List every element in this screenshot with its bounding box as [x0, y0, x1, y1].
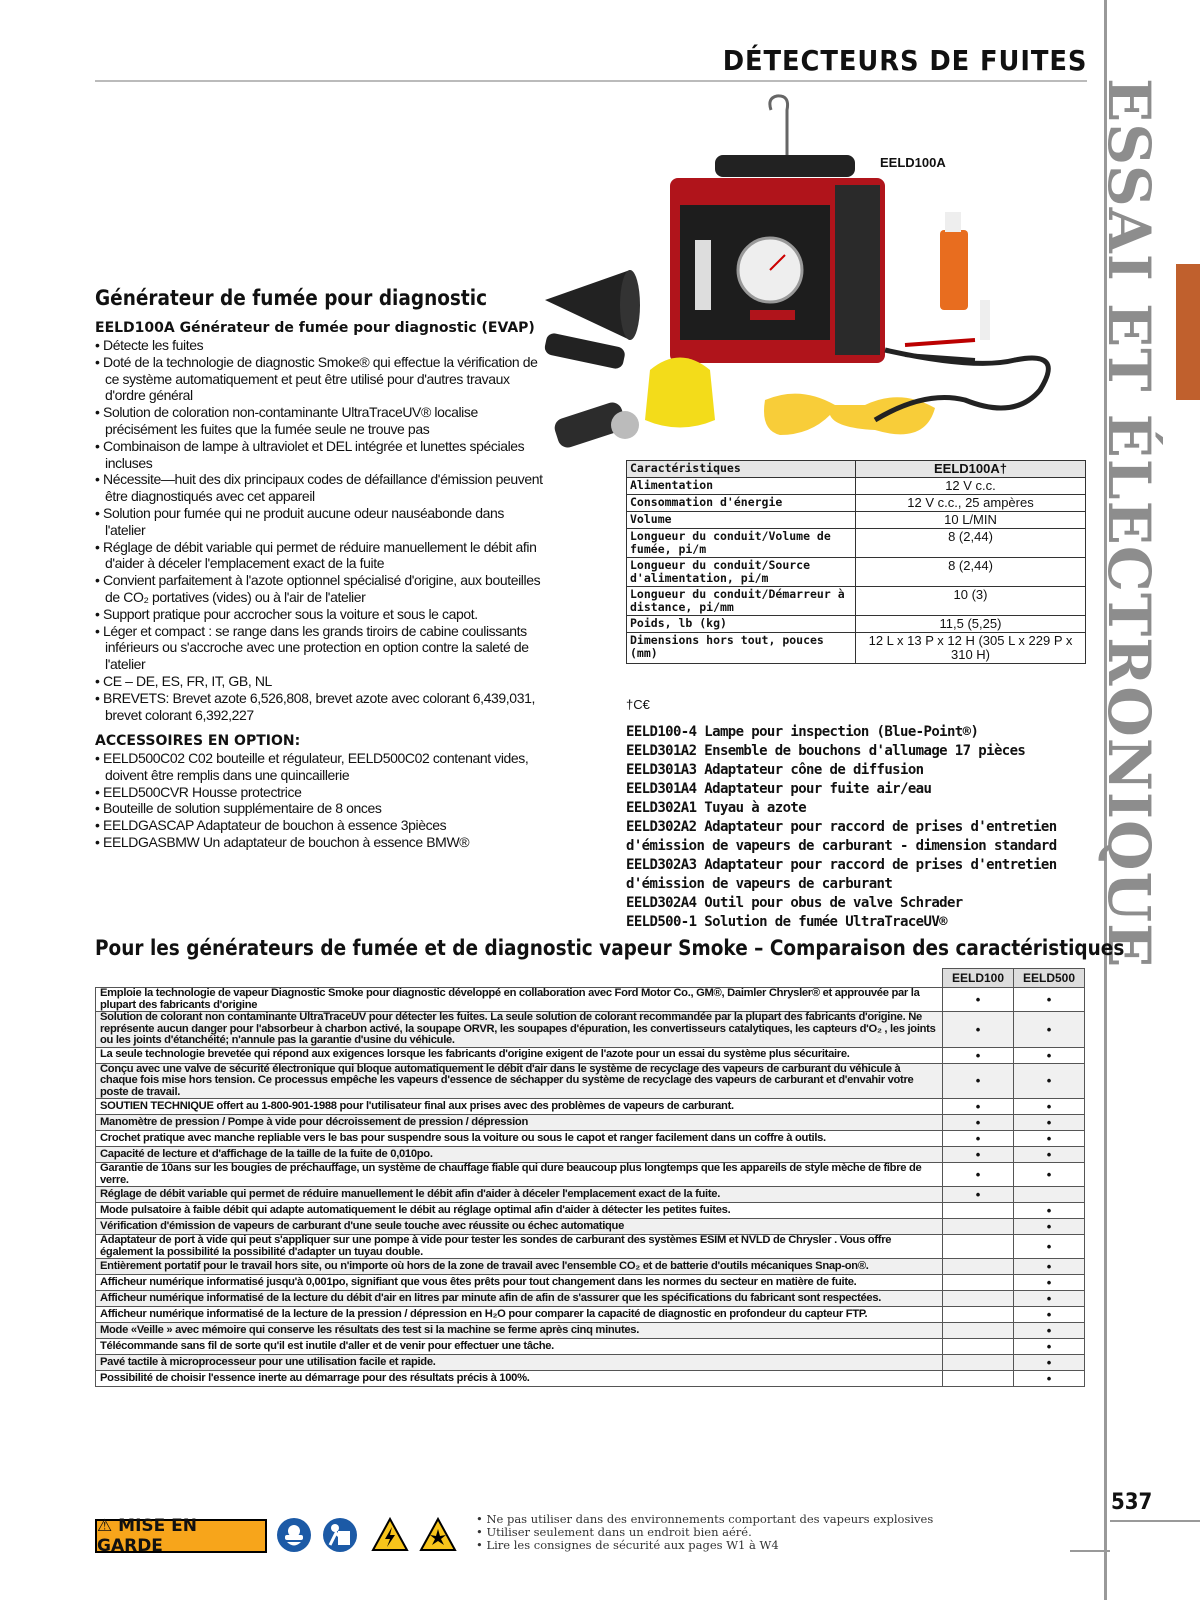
spec-value: 8 (2,44): [856, 558, 1086, 587]
comparison-eeld500-mark: •: [1014, 1307, 1085, 1323]
section-title: DÉTECTEURS DE FUITES: [722, 44, 1087, 77]
comparison-feature: Afficheur numérique informatisé de la lecture du débit d'air en litres par minute afin de afin de s'assurer que les spécifications du fabricant sont respectées.: [96, 1291, 943, 1307]
comparison-eeld500-mark: •: [1014, 1275, 1085, 1291]
comparison-feature: Mode pulsatoire à faible débit qui adapte automatiquement le débit au réglage optimal afin d'aider à détecter les petites fuites.: [96, 1203, 943, 1219]
comparison-table: [95, 968, 1085, 1387]
parts-list: [626, 723, 1096, 932]
comparison-eeld100-mark: •: [943, 1115, 1014, 1131]
specs-row: [627, 587, 1086, 616]
page-number-rule: [1110, 1520, 1200, 1522]
comparison-eeld100-mark: [943, 1307, 1014, 1323]
comparison-eeld500-mark: •: [1014, 1323, 1085, 1339]
spec-value: 11,5 (5,25): [856, 616, 1086, 633]
feature-item: • Doté de la technologie de diagnostic Smoke® qui effectue la vérification de ce système automatiquement et peut être utilisé pour d'autres travaux d'ordre général: [95, 354, 545, 404]
accessories-title: ACCESSOIRES EN OPTION:: [95, 733, 301, 749]
comparison-row: [96, 1012, 1085, 1048]
comparison-row: [96, 1203, 1085, 1219]
comparison-eeld100-mark: [943, 1235, 1014, 1259]
comparison-feature: Réglage de débit variable qui permet de réduire manuellement le débit afin d'aider à déceler l'emplacement exact de la fuite.: [96, 1187, 943, 1203]
comparison-feature: Solution de colorant non contaminante UltraTraceUV pour détecter les fuites. La seule solution de colorant recommandée par la plupart des fabricants d'origine. Ne représente aucun danger pour l'absorbeur à charbon activé, la soupape ORVR, les soupapes d'épuration, les convertisseurs catalytiques, les capteurs d'O₂ , les joints ou les joints d'étanchéité; n'annule pas la garantie d'usine du véhicule.: [96, 1012, 943, 1048]
accessory-item: • EELD500CVR Housse protectrice: [95, 784, 535, 801]
feature-item: • BREVETS: Brevet azote 6,526,808, brevet azote avec colorant 6,439,031, brevet colorant 6,392,227: [95, 690, 545, 724]
comparison-eeld500-mark: •: [1014, 1259, 1085, 1275]
spec-name: Poids, lb (kg): [627, 616, 856, 633]
comparison-eeld500-mark: •: [1014, 1355, 1085, 1371]
comparison-row: [96, 1099, 1085, 1115]
specs-header-row: [627, 461, 1086, 478]
product-code-title: EELD100A Générateur de fumée pour diagnostic (EVAP): [95, 320, 535, 336]
product-title: Générateur de fumée pour diagnostic: [95, 286, 488, 310]
comparison-body: [96, 988, 1085, 1387]
part-line: EELD302A4 Outil pour obus de valve Schrader: [626, 895, 963, 911]
spec-name: Alimentation: [627, 478, 856, 495]
certification-mark: †C€: [626, 697, 650, 712]
comparison-feature: Emploie la technologie de vapeur Diagnostic Smoke pour diagnostic développé en collaboration avec Ford Motor Co., GM®, Daimler Chrysler® et approuvée par la plupart des fabricants d'origine: [96, 988, 943, 1012]
specs-row: [627, 512, 1086, 529]
comparison-eeld100-mark: [943, 1275, 1014, 1291]
comparison-feature: La seule technologie brevetée qui répond aux exigences lorsque les fabricants d'origine exigent de l'azote pour un essai du système plus sécuritaire.: [96, 1047, 943, 1063]
comparison-feature: Pavé tactile à microprocesseur pour une utilisation facile et rapide.: [96, 1355, 943, 1371]
specs-row: [627, 616, 1086, 633]
feature-item: • Combinaison de lampe à ultraviolet et DEL intégrée et lunettes spéciales incluses: [95, 438, 545, 472]
spec-name: Dimensions hors tout, pouces (mm): [627, 633, 856, 664]
read-manual-icon: [322, 1517, 358, 1553]
comparison-feature: Vérification d'émission de vapeurs de carburant d'une seule touche avec réussite ou échec automatique: [96, 1219, 943, 1235]
side-tab: [1176, 264, 1200, 400]
spec-value: 12 V c.c., 25 ampères: [856, 495, 1086, 512]
comparison-feature: Afficheur numérique informatisé de la lecture de la pression / dépression en H₂O pour comparer la capacité de diagnostic en profondeur du capteur FTP.: [96, 1307, 943, 1323]
comparison-row: [96, 1235, 1085, 1259]
spec-value: 12 L x 13 P x 12 H (305 L x 229 P x 310 H): [856, 633, 1086, 664]
comparison-header-blank: [96, 969, 943, 988]
comparison-row: [96, 1323, 1085, 1339]
comparison-eeld100-mark: [943, 1371, 1014, 1387]
comparison-title: Pour les générateurs de fumée et de diagnostic vapeur Smoke – Comparaison des caractéristiques: [95, 936, 1125, 960]
comparison-feature: Adaptateur de port à vide qui peut s'appliquer sur une pompe à vide pour tester les sondes de carburant des systèmes ESIM et NVLD de Chrysler . Vous offre également la possibilité la possibilité d'adapter un tuyau double.: [96, 1235, 943, 1259]
image-label: EELD100A: [880, 155, 946, 170]
comparison-row: [96, 1355, 1085, 1371]
specs-row: [627, 478, 1086, 495]
product-image: [545, 90, 1090, 455]
spec-name: Longueur du conduit/Démarreur à distance, pi/mm: [627, 587, 856, 616]
comparison-eeld100-mark: •: [943, 1047, 1014, 1063]
comparison-eeld500-mark: •: [1014, 1291, 1085, 1307]
comparison-eeld100-mark: [943, 1355, 1014, 1371]
eye-protection-icon: [276, 1517, 312, 1553]
bottom-rule: [1070, 1550, 1110, 1552]
accessory-item: • Bouteille de solution supplémentaire de 8 onces: [95, 800, 535, 817]
comparison-row: [96, 1339, 1085, 1355]
part-line: EELD302A1 Tuyau à azote: [626, 800, 807, 816]
part-line: EELD301A2 Ensemble de bouchons d'allumage 17 pièces: [626, 743, 1026, 759]
feature-item: • CE – DE, ES, FR, IT, GB, NL: [95, 673, 545, 690]
spec-value: 10 L/MIN: [856, 512, 1086, 529]
comparison-feature: Afficheur numérique informatisé jusqu'à 0,001po, signifiant que vous êtes prêts pour tout changement dans les normes du secteur en matière de fuite.: [96, 1275, 943, 1291]
accessory-item: • EELDGASCAP Adaptateur de bouchon à essence 3pièces: [95, 817, 535, 834]
comparison-row: [96, 1275, 1085, 1291]
explosion-hazard-icon: [420, 1517, 456, 1553]
accessories-list: [95, 750, 535, 851]
top-rule: [95, 80, 1087, 82]
comparison-row: [96, 1371, 1085, 1387]
comparison-row: [96, 1187, 1085, 1203]
comparison-feature: Entièrement portatif pour le travail hors site, ou n'importe où hors de la zone de travail avec l'ensemble CO₂ et de batterie d'outils mécaniques Snap-on®.: [96, 1259, 943, 1275]
comparison-feature: SOUTIEN TECHNIQUE offert au 1-800-901-1988 pour l'utilisateur final aux prises avec des problèmes de vapeurs de carburant.: [96, 1099, 943, 1115]
comparison-eeld500-mark: •: [1014, 1012, 1085, 1048]
warning-notes: [476, 1513, 933, 1552]
spec-name: Consommation d'énergie: [627, 495, 856, 512]
feature-item: • Convient parfaitement à l'azote optionnel spécialisé d'origine, aux bouteilles de CO₂ portatives (vides) ou à l'air de l'atelier: [95, 572, 545, 606]
comparison-eeld100-mark: •: [943, 1187, 1014, 1203]
accessory-item: • EELD500C02 C02 bouteille et régulateur, EELD500C02 contenant vides, doivent être remplis dans une quincaillerie: [95, 750, 535, 784]
comparison-eeld100-mark: [943, 1291, 1014, 1307]
feature-item: • Nécessite—huit des dix principaux codes de défaillance d'émission peuvent être diagnostiqués avec cet appareil: [95, 471, 545, 505]
part-line: EELD301A3 Adaptateur cône de diffusion: [626, 762, 924, 778]
comparison-eeld500-mark: •: [1014, 1219, 1085, 1235]
comparison-row: [96, 1147, 1085, 1163]
comparison-row: [96, 1259, 1085, 1275]
comparison-header-row: [96, 969, 1085, 988]
spec-value: 12 V c.c.: [856, 478, 1086, 495]
page-number: 537: [1111, 1490, 1153, 1515]
spec-name: Volume: [627, 512, 856, 529]
part-line: EELD302A2 Adaptateur pour raccord de prises d'entretien: [626, 819, 1057, 835]
comparison-row: [96, 988, 1085, 1012]
feature-item: • Léger et compact : se range dans les grands tiroirs de cabine coulissants inférieurs ou s'accroche avec une protection en option contre la saleté de l'atelier: [95, 623, 545, 673]
specs-row: [627, 558, 1086, 587]
comparison-eeld100-mark: •: [943, 1131, 1014, 1147]
specs-header-cell: Caractéristiques: [627, 461, 856, 478]
comparison-eeld100-mark: •: [943, 1147, 1014, 1163]
comparison-eeld100-mark: [943, 1259, 1014, 1275]
comparison-row: [96, 1131, 1085, 1147]
feature-item: • Solution de coloration non-contaminante UltraTraceUV® localise précisément les fuites que la fumée seule ne trouve pas: [95, 404, 545, 438]
comparison-eeld100-mark: •: [943, 1099, 1014, 1115]
comparison-eeld500-mark: •: [1014, 1371, 1085, 1387]
spec-value: 8 (2,44): [856, 529, 1086, 558]
comparison-row: [96, 1307, 1085, 1323]
specs-row: [627, 633, 1086, 664]
specs-table: [626, 460, 1086, 664]
comparison-eeld500-mark: •: [1014, 1131, 1085, 1147]
specs-header-cell: EELD100A†: [856, 461, 1086, 478]
part-line: EELD301A4 Adaptateur pour fuite air/eau: [626, 781, 932, 797]
comparison-eeld500-mark: •: [1014, 1115, 1085, 1131]
comparison-eeld500-mark: •: [1014, 1339, 1085, 1355]
part-line: EELD302A3 Adaptateur pour raccord de prises d'entretien: [626, 857, 1057, 873]
electric-hazard-icon: [372, 1517, 408, 1553]
warning-note: • Lire les consignes de sécurité aux pages W1 à W4: [476, 1538, 779, 1552]
side-title: [1095, 78, 1163, 1038]
comparison-eeld500-mark: •: [1014, 1163, 1085, 1187]
comparison-eeld100-mark: •: [943, 1163, 1014, 1187]
comparison-eeld500-mark: [1014, 1187, 1085, 1203]
feature-item: • Détecte les fuites: [95, 337, 545, 354]
part-line: EELD500-1 Solution de fumée UltraTraceUV®: [626, 914, 947, 930]
comparison-feature: Manomètre de pression / Pompe à vide pour décroissement de pression / dépression: [96, 1115, 943, 1131]
specs-row: [627, 529, 1086, 558]
comparison-feature: Capacité de lecture et d'affichage de la taille de la fuite de 0,010po.: [96, 1147, 943, 1163]
part-line: d'émission de vapeurs de carburant: [626, 876, 893, 892]
comparison-eeld500-mark: •: [1014, 1203, 1085, 1219]
comparison-eeld500-mark: •: [1014, 1235, 1085, 1259]
comparison-feature: Conçu avec une valve de sécurité électronique qui bloque automatiquement le débit d'air dans le système de recyclage des vapeurs de carburant du véhicule à chaque fois mise hors tension. Ce processus empêche les vapeurs d'essence de séchapper du système de recyclage des vapeurs de carburant et d'envahir votre poste de travail.: [96, 1063, 943, 1099]
comparison-column-header: EELD100: [943, 969, 1014, 988]
spec-name: Longueur du conduit/Volume de fumée, pi/m: [627, 529, 856, 558]
accessory-item: • EELDGASBMW Un adaptateur de bouchon à essence BMW®: [95, 834, 535, 851]
comparison-row: [96, 1163, 1085, 1187]
comparison-eeld500-mark: •: [1014, 1099, 1085, 1115]
side-title-text: ESSAI ET ÉLECTRONIQUE: [1095, 78, 1163, 969]
comparison-eeld100-mark: •: [943, 1012, 1014, 1048]
comparison-eeld500-mark: •: [1014, 1063, 1085, 1099]
comparison-eeld500-mark: •: [1014, 1147, 1085, 1163]
feature-item: • Réglage de débit variable qui permet de réduire manuellement le débit afin d'aider à déceler l'emplacement exact de la fuite: [95, 539, 545, 573]
comparison-eeld100-mark: •: [943, 1063, 1014, 1099]
comparison-column-header: EELD500: [1014, 969, 1085, 988]
comparison-row: [96, 1047, 1085, 1063]
warning-label: ⚠ MISE EN GARDE: [95, 1519, 267, 1553]
comparison-eeld500-mark: •: [1014, 988, 1085, 1012]
specs-row: [627, 495, 1086, 512]
comparison-feature: Mode «Veille » avec mémoire qui conserve les résultats des test si la machine se ferme après cinq minutes.: [96, 1323, 943, 1339]
comparison-row: [96, 1291, 1085, 1307]
part-line: d'émission de vapeurs de carburant - dimension standard: [626, 838, 1057, 854]
part-line: EELD100-4 Lampe pour inspection (Blue-Point®): [626, 724, 979, 740]
comparison-row: [96, 1063, 1085, 1099]
comparison-eeld500-mark: •: [1014, 1047, 1085, 1063]
comparison-row: [96, 1115, 1085, 1131]
feature-item: • Support pratique pour accrocher sous la voiture et sous le capot.: [95, 606, 545, 623]
comparison-feature: Crochet pratique avec manche repliable vers le bas pour suspendre sous la voiture ou sous le capot et ranger facilement dans un coffre à outils.: [96, 1131, 943, 1147]
spec-value: 10 (3): [856, 587, 1086, 616]
comparison-eeld100-mark: [943, 1203, 1014, 1219]
warning-note: • Ne pas utiliser dans des environnements comportant des vapeurs explosives: [476, 1512, 934, 1526]
comparison-feature: Garantie de 10ans sur les bougies de préchauffage, un système de chauffage fiable qui dure beaucoup plus longtemps que les appareils de style mèche de fibre de verre.: [96, 1163, 943, 1187]
feature-item: • Solution pour fumée qui ne produit aucune odeur nauséabonde dans l'atelier: [95, 505, 545, 539]
comparison-eeld100-mark: [943, 1219, 1014, 1235]
warning-note: • Utiliser seulement dans un endroit bien aéré.: [476, 1525, 752, 1539]
comparison-eeld100-mark: [943, 1339, 1014, 1355]
comparison-eeld100-mark: •: [943, 988, 1014, 1012]
spec-name: Longueur du conduit/Source d'alimentation, pi/m: [627, 558, 856, 587]
comparison-feature: Télécommande sans fil de sorte qu'il est inutile d'aller et de venir pour effectuer une tâche.: [96, 1339, 943, 1355]
comparison-row: [96, 1219, 1085, 1235]
feature-list: [95, 337, 545, 723]
comparison-eeld100-mark: [943, 1323, 1014, 1339]
comparison-feature: Possibilité de choisir l'essence inerte au démarrage pour des résultats précis à 100%.: [96, 1371, 943, 1387]
